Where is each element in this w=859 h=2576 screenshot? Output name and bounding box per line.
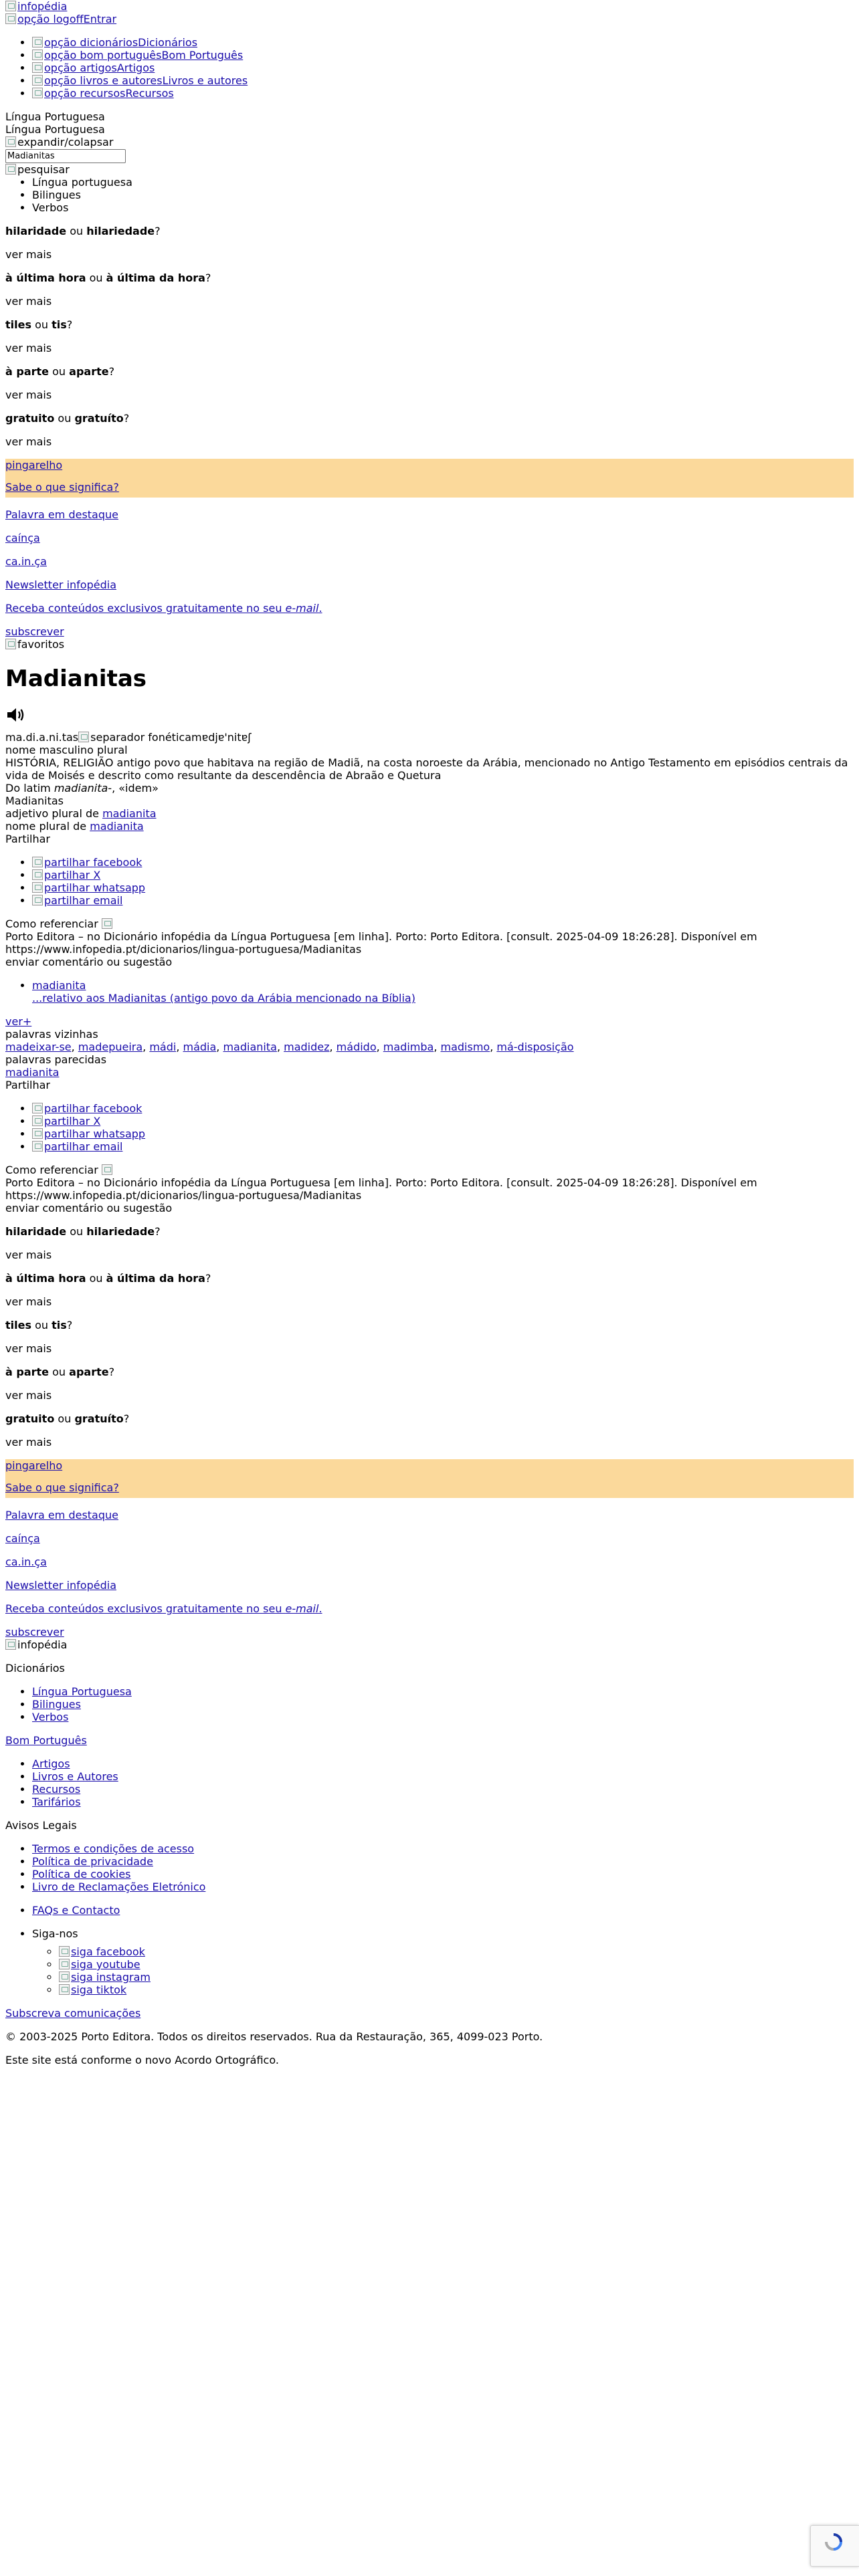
nav-alt: opção dicionários bbox=[44, 36, 138, 49]
footer-link[interactable]: Verbos bbox=[32, 1711, 69, 1723]
footer-item bbox=[32, 1868, 854, 1881]
nav-link-livros[interactable] bbox=[32, 74, 248, 87]
doubt-option-a: à parte bbox=[5, 365, 50, 378]
see-more-link[interactable]: ver mais bbox=[5, 1342, 52, 1355]
doubt-qmark: ? bbox=[108, 1366, 115, 1378]
share-email-button[interactable] bbox=[32, 894, 122, 907]
footer-item bbox=[32, 1927, 854, 1996]
books-icon bbox=[32, 75, 43, 86]
social-alt: siga youtube bbox=[71, 1958, 140, 1971]
newsletter-text-em: e-mail bbox=[285, 1602, 319, 1615]
share-alt: partilhar X bbox=[44, 1115, 101, 1128]
share-item bbox=[32, 1102, 854, 1115]
footer-link[interactable]: Termos e condições de acesso bbox=[32, 1842, 195, 1855]
doubt-qmark: ? bbox=[66, 318, 73, 331]
reference-toggle[interactable] bbox=[5, 918, 854, 930]
share-item bbox=[32, 869, 854, 881]
neighbor-word[interactable]: madepueira bbox=[78, 1041, 143, 1053]
doubt-question bbox=[5, 1272, 854, 1285]
doubt-qmark: ? bbox=[123, 1412, 130, 1425]
etymology-pre: Do latim bbox=[5, 782, 54, 794]
adjective-link[interactable]: madianita bbox=[102, 807, 157, 820]
neighbor-word[interactable]: mádi bbox=[149, 1041, 177, 1053]
doubt-qmark: ? bbox=[108, 365, 115, 378]
newsletter-text-post: . bbox=[318, 1602, 322, 1615]
featured-word-syllables[interactable]: ca.in.ça bbox=[5, 555, 47, 568]
game-word-link[interactable]: pingarelho bbox=[5, 1459, 63, 1472]
neighbor-word[interactable]: madianita bbox=[223, 1041, 277, 1053]
logo-icon bbox=[5, 1, 16, 11]
footer-item bbox=[32, 1796, 854, 1808]
grammar-category: nome masculino plural bbox=[5, 744, 128, 756]
comment-link[interactable]: enviar comentário ou sugestão bbox=[5, 1202, 173, 1214]
agreement-note: Este site está conforme o novo Acordo Ortográfico. bbox=[5, 2054, 279, 2066]
whatsapp-icon bbox=[32, 882, 43, 893]
nav-label: Dicionários bbox=[138, 36, 198, 49]
doubt-or: ou bbox=[35, 318, 49, 331]
game-question-link[interactable]: Sabe o que significa? bbox=[5, 481, 119, 494]
doubt-question bbox=[5, 318, 854, 331]
doubt-option-b: hilariedade bbox=[86, 225, 155, 237]
expand-toggle[interactable] bbox=[5, 136, 854, 148]
related-list bbox=[5, 979, 854, 1004]
footer-item bbox=[32, 1711, 854, 1723]
neighbor-word[interactable]: mádido bbox=[336, 1041, 377, 1053]
social-instagram-link[interactable] bbox=[59, 1971, 151, 1983]
share-alt: partilhar X bbox=[44, 869, 101, 881]
nav-alt: opção artigos bbox=[44, 62, 117, 74]
doubt-qmark: ? bbox=[205, 272, 211, 284]
expand-alt: expandir/colapsar bbox=[17, 136, 114, 148]
featured-word[interactable]: caínça bbox=[5, 1532, 40, 1545]
comment-link[interactable]: enviar comentário ou sugestão bbox=[5, 956, 173, 968]
logo-link[interactable] bbox=[5, 0, 67, 13]
star-icon bbox=[5, 639, 16, 649]
x-icon bbox=[32, 1115, 43, 1126]
footer-item bbox=[32, 1757, 854, 1770]
dictionary-current[interactable]: Língua Portuguesa bbox=[5, 110, 105, 123]
newsletter-text-em: e-mail bbox=[285, 602, 319, 615]
separator-alt: separador fonética bbox=[90, 731, 191, 744]
doubt-question bbox=[5, 225, 854, 237]
citation-text: Porto Editora – no Dicionário infopédia da Língua Portuguesa [em linha]. Porto: Porto Editora. [consult. 2025-04-09 18:26:28]. Disponível em https://www.infopedia.pt/dicionarios/lingua-portuguesa/Madianitas bbox=[5, 1176, 757, 1202]
footer-follow bbox=[5, 1927, 854, 1996]
search-input[interactable] bbox=[5, 149, 126, 163]
copy-icon[interactable] bbox=[102, 918, 112, 929]
footer-link[interactable]: Artigos bbox=[32, 1757, 70, 1770]
doubt-option-b: tis bbox=[52, 318, 67, 331]
dictionary-selector[interactable] bbox=[5, 110, 854, 148]
footer-legal bbox=[5, 1842, 854, 1893]
social-facebook-link[interactable] bbox=[59, 1945, 145, 1958]
related-word-link[interactable]: madianita bbox=[32, 979, 86, 992]
footer-legal-title: Avisos Legais bbox=[5, 1819, 77, 1832]
footer-item bbox=[32, 1783, 854, 1796]
nav-item-recursos bbox=[32, 87, 854, 100]
nav-label: Artigos bbox=[116, 62, 155, 74]
favorites-alt: favoritos bbox=[17, 638, 65, 651]
x-icon bbox=[32, 869, 43, 880]
game-word-link[interactable]: pingarelho bbox=[5, 459, 63, 471]
facebook-icon bbox=[59, 1946, 70, 1957]
newsletter-text[interactable] bbox=[5, 1602, 322, 1615]
noun-form bbox=[5, 820, 854, 833]
more-related-link[interactable]: ver+ bbox=[5, 1015, 32, 1028]
nav-link-dicionarios[interactable] bbox=[32, 36, 197, 49]
doubt-option-b: tis bbox=[52, 1319, 67, 1331]
recaptcha-icon bbox=[824, 2533, 843, 2551]
doubt-option-b: à última da hora bbox=[106, 1272, 205, 1285]
share-item bbox=[32, 1140, 854, 1153]
see-more-link[interactable]: ver mais bbox=[5, 1389, 52, 1402]
adjective-form bbox=[5, 807, 854, 820]
header bbox=[5, 0, 854, 25]
share-alt: partilhar email bbox=[44, 894, 123, 907]
social-item bbox=[59, 1971, 854, 1983]
social-alt: siga facebook bbox=[71, 1945, 145, 1958]
word-game-banner[interactable] bbox=[5, 1459, 854, 1498]
bom-portugues-icon bbox=[32, 49, 43, 60]
copyright: © 2003-2025 Porto Editora. Todos os direitos reservados. Rua da Restauração, 365, 4099-023 Porto. bbox=[5, 2030, 543, 2043]
citation-text: Porto Editora – no Dicionário infopédia da Língua Portuguesa [em linha]. Porto: Porto Editora. [consult. 2025-04-09 18:26:28]. Disponível em https://www.infopedia.pt/dicionarios/lingua-portuguesa/Madianitas bbox=[5, 930, 757, 956]
doubt-or: ou bbox=[89, 272, 103, 284]
email-icon bbox=[32, 1141, 43, 1152]
doubt-option-b: gratuíto bbox=[74, 412, 124, 425]
neighbor-word[interactable]: madimba bbox=[383, 1041, 434, 1053]
see-more-link[interactable]: ver mais bbox=[5, 1249, 52, 1261]
share-item bbox=[32, 1128, 854, 1140]
doubts-list-top bbox=[5, 225, 854, 448]
noun-text: nome plural de bbox=[5, 820, 90, 833]
footer-item bbox=[32, 1685, 854, 1698]
featured-word[interactable]: caínça bbox=[5, 532, 40, 544]
etymology-post: , «idem» bbox=[112, 782, 159, 794]
share-facebook-button[interactable] bbox=[32, 1102, 142, 1115]
doubt-qmark: ? bbox=[123, 412, 130, 425]
subscribe-button[interactable]: subscrever bbox=[5, 1626, 64, 1638]
login-label: Entrar bbox=[83, 13, 117, 25]
favorites-button[interactable] bbox=[5, 638, 854, 651]
share-whatsapp-button[interactable] bbox=[32, 1128, 145, 1140]
chevron-down-icon bbox=[5, 136, 16, 147]
reference-label: Como referenciar bbox=[5, 1164, 98, 1176]
tiktok-icon bbox=[59, 1984, 70, 1995]
doubt-or: ou bbox=[52, 365, 66, 378]
doubt-option-a: gratuito bbox=[5, 1412, 55, 1425]
entry-headword: Madianitas bbox=[5, 665, 147, 692]
share-email-button[interactable] bbox=[32, 1140, 122, 1153]
follow-label: Siga-nos bbox=[32, 1927, 78, 1940]
nav-link-recursos[interactable] bbox=[32, 87, 174, 100]
whatsapp-icon bbox=[32, 1128, 43, 1139]
pronunciation bbox=[5, 731, 854, 744]
footer-link[interactable]: Livros e Autores bbox=[32, 1770, 118, 1783]
instagram-icon bbox=[59, 1971, 70, 1982]
footer-faq-list bbox=[5, 1904, 854, 1917]
doubt-question bbox=[5, 1412, 854, 1425]
social-tiktok-link[interactable] bbox=[59, 1983, 126, 1996]
featured-word-title[interactable]: Palavra em destaque bbox=[5, 508, 118, 521]
social-alt: siga tiktok bbox=[71, 1983, 127, 1996]
doubt-option-a: à parte bbox=[5, 1366, 50, 1378]
nav-item-livros bbox=[32, 74, 854, 87]
similar-label: palavras parecidas bbox=[5, 1053, 107, 1066]
neighbor-word[interactable]: má-disposição bbox=[496, 1041, 574, 1053]
newsletter-title[interactable]: Newsletter infopédia bbox=[5, 1579, 116, 1592]
doubt-question bbox=[5, 1225, 854, 1238]
doubt-or: ou bbox=[70, 225, 84, 237]
dictionaries-icon bbox=[32, 37, 43, 47]
newsletter-text-post: . bbox=[318, 602, 322, 615]
newsletter-text[interactable] bbox=[5, 602, 322, 615]
neighbor-word[interactable]: mádia bbox=[183, 1041, 217, 1053]
footer-link[interactable]: Livro de Reclamações Eletrónico bbox=[32, 1881, 206, 1893]
footer-logo-alt: infopédia bbox=[17, 1638, 68, 1651]
see-more-link[interactable]: ver mais bbox=[5, 295, 52, 308]
footer-logo bbox=[5, 1638, 854, 1651]
share-alt: partilhar facebook bbox=[44, 1102, 142, 1115]
logo-icon bbox=[5, 1639, 16, 1650]
doubt-question bbox=[5, 365, 854, 378]
similar-word[interactable]: madianita bbox=[5, 1066, 60, 1079]
share-label: Partilhar bbox=[5, 833, 50, 845]
logoff-icon bbox=[5, 13, 16, 24]
reference-toggle[interactable] bbox=[5, 1164, 854, 1176]
share-x-button[interactable] bbox=[32, 869, 100, 881]
doubt-option-a: tiles bbox=[5, 318, 31, 331]
share-alt: partilhar facebook bbox=[44, 856, 142, 869]
doubt-question bbox=[5, 272, 854, 284]
doubt-or: ou bbox=[89, 1272, 103, 1285]
logo-alt: infopédia bbox=[17, 0, 68, 13]
doubt-or: ou bbox=[35, 1319, 49, 1331]
share-item bbox=[32, 856, 854, 869]
doubt-qmark: ? bbox=[155, 1225, 161, 1238]
faq-link[interactable]: FAQs e Contacto bbox=[32, 1904, 120, 1917]
doubt-or: ou bbox=[70, 1225, 84, 1238]
articles-icon bbox=[32, 62, 43, 73]
search-alt: pesquisar bbox=[17, 163, 70, 176]
neighbors-list: madeixar-se, madepueira, mádi, mádia, madianita, madidez, mádido, madimba, madismo, má-disposição bbox=[5, 1041, 574, 1053]
doubt-option-a: à última hora bbox=[5, 272, 86, 284]
definition: HISTÓRIA, RELIGIÃO antigo povo que habitava na região de Madiã, na costa noroeste da Arábia, mencionado no Antigo Testamento em episódios centrais da vida de Moisés e descrito como resultante da descendência de Abraão e Quetura bbox=[5, 756, 848, 782]
phonetic: mɐdjɐ'nitɐʃ bbox=[191, 731, 252, 744]
see-more-link[interactable]: ver mais bbox=[5, 1436, 52, 1448]
newsletter-text-pre: Receba conteúdos exclusivos gratuitamente no seu bbox=[5, 602, 286, 615]
newsletter-title[interactable]: Newsletter infopédia bbox=[5, 578, 116, 591]
nav-label: Bom Português bbox=[161, 49, 244, 62]
facebook-icon bbox=[32, 857, 43, 867]
nav-alt: opção bom português bbox=[44, 49, 162, 62]
doubt-option-b: à última da hora bbox=[106, 272, 205, 284]
footer-item bbox=[32, 1881, 854, 1893]
resources-icon bbox=[32, 88, 43, 98]
main-nav bbox=[5, 36, 854, 100]
share-alt: partilhar whatsapp bbox=[44, 1128, 146, 1140]
doubt-or: ou bbox=[58, 1412, 72, 1425]
dictionary-option[interactable]: • Bilingues bbox=[32, 189, 854, 201]
email-icon bbox=[32, 895, 43, 905]
dictionary-options bbox=[5, 176, 854, 214]
nav-item-bom-portugues bbox=[32, 49, 854, 62]
share-alt: partilhar whatsapp bbox=[44, 881, 146, 894]
doubt-option-a: gratuito bbox=[5, 412, 55, 425]
syllables: ma.di.a.ni.tas bbox=[5, 731, 79, 744]
doubt-option-b: hilariedade bbox=[86, 1225, 155, 1238]
see-more-link[interactable]: ver mais bbox=[5, 389, 52, 401]
sub-headword: Madianitas bbox=[5, 794, 64, 807]
social-item bbox=[59, 1983, 854, 1996]
footer-more bbox=[5, 1757, 854, 1808]
audio-button[interactable] bbox=[5, 704, 854, 726]
copy-icon[interactable] bbox=[102, 1164, 112, 1175]
footer-item bbox=[32, 1904, 854, 1917]
dictionary-option[interactable]: • Verbos bbox=[32, 201, 854, 214]
reference-label: Como referenciar bbox=[5, 918, 98, 930]
doubt-option-b: gratuíto bbox=[74, 1412, 124, 1425]
etymology bbox=[5, 782, 854, 794]
neighbor-word[interactable]: madismo bbox=[440, 1041, 490, 1053]
social-youtube-link[interactable] bbox=[59, 1958, 140, 1971]
see-more-link[interactable]: ver mais bbox=[5, 1295, 52, 1308]
word-game-banner[interactable] bbox=[5, 459, 854, 498]
footer bbox=[5, 1638, 854, 2066]
recaptcha-badge[interactable] bbox=[810, 2525, 859, 2567]
footer-link[interactable]: Bilingues bbox=[32, 1698, 81, 1711]
nav-link-bom-portugues[interactable] bbox=[32, 49, 243, 62]
doubt-qmark: ? bbox=[205, 1272, 211, 1285]
nav-alt: opção livros e autores bbox=[44, 74, 163, 87]
doubts-list-bottom bbox=[5, 1225, 854, 1448]
nav-label: Livros e autores bbox=[162, 74, 248, 87]
see-more-link[interactable]: ver mais bbox=[5, 248, 52, 261]
login-link[interactable] bbox=[5, 13, 116, 25]
doubt-option-a: à última hora bbox=[5, 1272, 86, 1285]
doubt-or: ou bbox=[52, 1366, 66, 1378]
newsletter-text-pre: Receba conteúdos exclusivos gratuitamente no seu bbox=[5, 1602, 286, 1615]
speaker-icon bbox=[5, 704, 27, 726]
social-item bbox=[59, 1958, 854, 1971]
separator-icon bbox=[78, 732, 89, 742]
footer-link[interactable]: Tarifários bbox=[32, 1796, 81, 1808]
share-facebook-button[interactable] bbox=[32, 856, 142, 869]
neighbor-word[interactable]: madidez bbox=[284, 1041, 330, 1053]
dictionary-current-repeat: Língua Portuguesa bbox=[5, 123, 105, 136]
doubt-question bbox=[5, 1319, 854, 1331]
share-item bbox=[32, 881, 854, 894]
doubt-option-a: tiles bbox=[5, 1319, 31, 1331]
footer-bom-portugues[interactable]: Bom Português bbox=[5, 1734, 87, 1747]
noun-link[interactable]: madianita bbox=[90, 820, 144, 833]
share-item bbox=[32, 1115, 854, 1128]
doubt-question bbox=[5, 412, 854, 425]
related-item bbox=[32, 979, 854, 1004]
see-more-link[interactable]: ver mais bbox=[5, 342, 52, 354]
footer-item bbox=[32, 1855, 854, 1868]
doubt-question bbox=[5, 1366, 854, 1378]
share-list bbox=[5, 856, 854, 907]
neighbor-word[interactable]: madeixar-se bbox=[5, 1041, 72, 1053]
social-list bbox=[32, 1945, 854, 1996]
logoff-alt: opção logoff bbox=[17, 13, 84, 25]
share-list bbox=[5, 1102, 854, 1153]
share-whatsapp-button[interactable] bbox=[32, 881, 145, 894]
share-alt: partilhar email bbox=[44, 1140, 123, 1153]
footer-link[interactable]: Recursos bbox=[32, 1783, 81, 1796]
doubt-option-a: hilaridade bbox=[5, 225, 67, 237]
footer-item bbox=[32, 1842, 854, 1855]
adjective-text: adjetivo plural de bbox=[5, 807, 103, 820]
nav-alt: opção recursos bbox=[44, 87, 126, 100]
footer-link[interactable]: Língua Portuguesa bbox=[32, 1685, 132, 1698]
nav-item-artigos bbox=[32, 62, 854, 74]
neighbors-label: palavras vizinhas bbox=[5, 1028, 98, 1041]
share-x-button[interactable] bbox=[32, 1115, 100, 1128]
nav-link-artigos[interactable] bbox=[32, 62, 155, 74]
doubt-option-a: hilaridade bbox=[5, 1225, 67, 1238]
nav-item-dicionarios bbox=[32, 36, 854, 49]
see-more-link[interactable]: ver mais bbox=[5, 435, 52, 448]
footer-link[interactable]: Política de cookies bbox=[32, 1868, 131, 1881]
doubt-option-b: aparte bbox=[69, 365, 109, 378]
subscribe-button[interactable]: subscrever bbox=[5, 625, 64, 638]
related-description-link[interactable]: ...relativo aos Madianitas (antigo povo da Arábia mencionado na Bíblia) bbox=[32, 992, 415, 1004]
doubt-qmark: ? bbox=[155, 225, 161, 237]
search-button[interactable] bbox=[5, 163, 854, 176]
footer-link[interactable]: Política de privacidade bbox=[32, 1855, 153, 1868]
etymology-term: madianita- bbox=[54, 782, 112, 794]
game-question-link[interactable]: Sabe o que significa? bbox=[5, 1481, 119, 1494]
dictionary-option[interactable]: • Língua portuguesa bbox=[32, 176, 854, 189]
footer-dictionaries bbox=[5, 1685, 854, 1723]
social-item bbox=[59, 1945, 854, 1958]
doubt-option-b: aparte bbox=[69, 1366, 109, 1378]
doubt-or: ou bbox=[58, 412, 72, 425]
subscribe-comms-link[interactable]: Subscreva comunicações bbox=[5, 2007, 141, 2020]
social-alt: siga instagram bbox=[71, 1971, 151, 1983]
featured-word-syllables[interactable]: ca.in.ça bbox=[5, 1555, 47, 1568]
facebook-icon bbox=[32, 1103, 43, 1113]
youtube-icon bbox=[59, 1959, 70, 1969]
nav-label: Recursos bbox=[125, 87, 174, 100]
doubt-qmark: ? bbox=[66, 1319, 73, 1331]
footer-item bbox=[32, 1698, 854, 1711]
search-icon bbox=[5, 164, 16, 175]
share-item bbox=[32, 894, 854, 907]
featured-word-title[interactable]: Palavra em destaque bbox=[5, 1509, 118, 1521]
share-label: Partilhar bbox=[5, 1079, 50, 1091]
footer-dictionaries-title: Dicionários bbox=[5, 1662, 65, 1675]
footer-item bbox=[32, 1770, 854, 1783]
